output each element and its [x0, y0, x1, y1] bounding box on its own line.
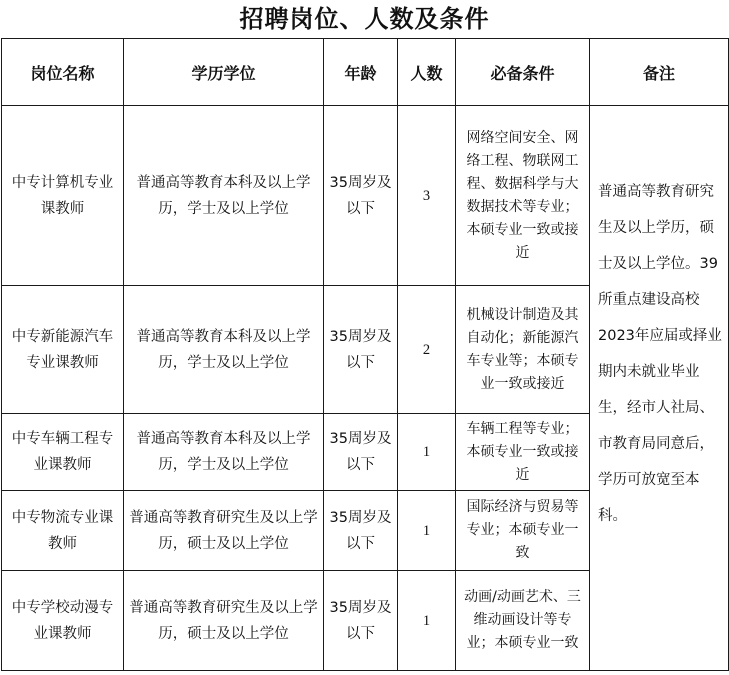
cell-position: 中专计算机专业课教师	[2, 106, 124, 286]
cell-education: 普通高等教育本科及以上学历，学士及以上学位	[124, 286, 324, 414]
cell-position: 中专新能源汽车专业课教师	[2, 286, 124, 414]
recruitment-table	[1, 38, 729, 671]
cell-count: 1	[398, 571, 456, 671]
cell-requirements: 网络空间安全、网络工程、物联网工程、数据科学与大数据技术等专业；本硕专业一致或接近	[456, 106, 590, 286]
header-remarks: 备注	[590, 39, 729, 106]
cell-age: 35周岁及以下	[324, 106, 398, 286]
header-requirements: 必备条件	[456, 39, 590, 106]
header-position: 岗位名称	[2, 39, 124, 106]
header-count: 人数	[398, 39, 456, 106]
cell-age: 35周岁及以下	[324, 571, 398, 671]
page-title: 招聘岗位、人数及条件	[239, 4, 490, 33]
cell-requirements: 国际经济与贸易等专业；本硕专业一致	[456, 491, 590, 571]
cell-requirements: 车辆工程等专业；本硕专业一致或接近	[456, 414, 590, 491]
cell-education: 普通高等教育研究生及以上学历，硕士及以上学位	[124, 571, 324, 671]
cell-count: 2	[398, 286, 456, 414]
header-row	[2, 39, 729, 106]
cell-count: 1	[398, 414, 456, 491]
cell-position: 中专车辆工程专业课教师	[2, 414, 124, 491]
cell-requirements: 机械设计制造及其自动化；新能源汽车专业等；本硕专业一致或接近	[456, 286, 590, 414]
cell-remarks: 普通高等教育研究生及以上学历，硕士及以上学位。39所重点建设高校2023年应届或择业期内未就业毕业生，经市人社局、市教育局同意后，学历可放宽至本科。	[590, 106, 729, 671]
cell-education: 普通高等教育本科及以上学历，学士及以上学位	[124, 414, 324, 491]
table-row	[2, 106, 729, 286]
cell-education: 普通高等教育本科及以上学历，学士及以上学位	[124, 106, 324, 286]
cell-position: 中专学校动漫专业课教师	[2, 571, 124, 671]
cell-age: 35周岁及以下	[324, 286, 398, 414]
cell-count: 3	[398, 106, 456, 286]
cell-age: 35周岁及以下	[324, 491, 398, 571]
cell-education: 普通高等教育研究生及以上学历，硕士及以上学位	[124, 491, 324, 571]
header-age: 年龄	[324, 39, 398, 106]
header-education: 学历学位	[124, 39, 324, 106]
cell-age: 35周岁及以下	[324, 414, 398, 491]
cell-position: 中专物流专业课教师	[2, 491, 124, 571]
cell-requirements: 动画/动画艺术、三维动画设计等专业；本硕专业一致	[456, 571, 590, 671]
cell-count: 1	[398, 491, 456, 571]
